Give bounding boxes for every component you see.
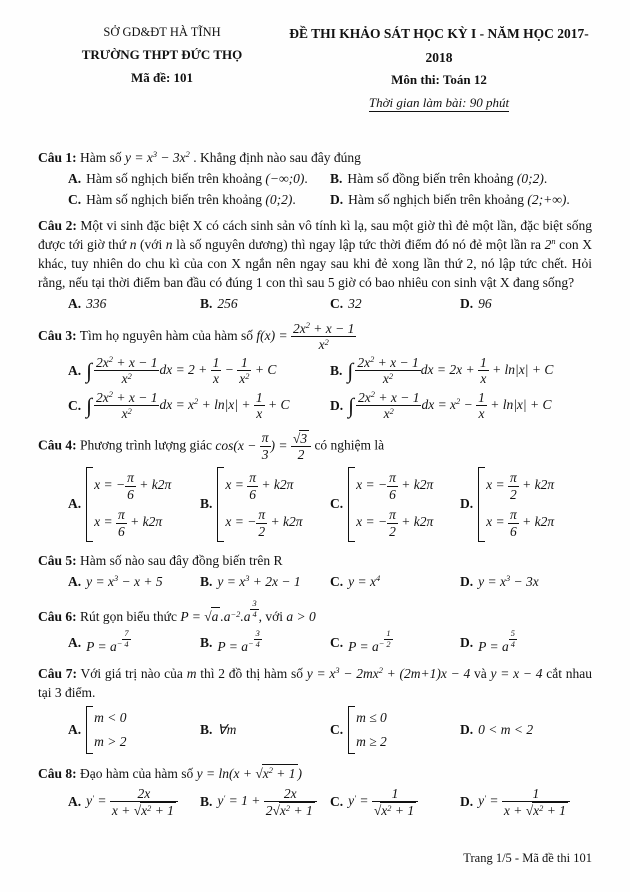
question-text: Với giá trị nào của m thì 2 đồ thị hàm số y = x3 − 2mx2 + (2m+1)x − 4 và y = x − 4 cắt nhau tại 3 điểm. <box>38 665 592 700</box>
header-exam-block <box>286 22 592 115</box>
question-3 <box>38 321 592 422</box>
option-c <box>68 390 330 422</box>
option-text: y = x4 <box>348 573 381 589</box>
option-text: Hàm số nghịch biến trên khoảng (0;2). <box>86 191 296 207</box>
option-text: P = a− $\frac{1}{2}$ <box>348 629 391 655</box>
option-text: x = − $\frac{\pi}{6}$ + k2π x = − $\frac{\pi}{2}$ + k2π <box>348 465 433 544</box>
question-text: Rút gọn biểu thức P = √a .a−2.a $\frac{3}{4}$ , với a > 0 <box>80 609 316 624</box>
option-a <box>68 295 200 313</box>
option-text: Hàm số đồng biến trên khoảng (0;2). <box>347 170 548 186</box>
option-d <box>330 191 592 209</box>
option-b <box>200 704 330 755</box>
option-label: B. <box>200 634 213 650</box>
option-text: x = − $\frac{\pi}{6}$ + k2π x = $\frac{\pi}{6}$ + k2π <box>86 465 171 544</box>
option-b <box>200 786 330 819</box>
option-c <box>330 786 460 819</box>
options <box>68 295 592 313</box>
option-label: D. <box>330 397 344 413</box>
option-text: x = $\frac{\pi}{6}$ + k2π x = − $\frac{\pi}{2}$ + k2π <box>217 465 302 544</box>
option-d <box>460 786 592 819</box>
question-label: Câu 1: <box>38 149 77 165</box>
option-c <box>330 629 460 656</box>
option-c <box>330 573 460 591</box>
option-label: A. <box>68 573 82 589</box>
exam-title: ĐỀ THI KHẢO SÁT HỌC KỲ I - NĂM HỌC 2017-2018 <box>289 26 589 65</box>
option-b <box>200 573 330 591</box>
option-d <box>330 390 592 422</box>
question-text: Hàm số nào sau đây đồng biến trên R <box>80 553 283 569</box>
option-c <box>330 295 460 313</box>
question-label: Câu 2: <box>38 218 77 234</box>
question-label: Câu 7: <box>38 665 78 681</box>
question-stem <box>38 217 592 293</box>
exam-header <box>38 22 592 115</box>
question-label: Câu 4: <box>38 437 77 453</box>
option-a <box>68 786 200 819</box>
question-stem <box>38 149 592 168</box>
option-text: 32 <box>348 295 362 311</box>
exam-duration: Thời gian làm bài: 90 phút <box>368 95 510 110</box>
option-text: m ≤ 0 m ≥ 2 <box>348 704 387 755</box>
question-stem <box>38 321 592 353</box>
exam-code: Mã đề: 101 <box>130 69 194 85</box>
page-footer: Trang 1/5 - Mã đề thi 101 <box>463 851 592 865</box>
option-text: y = x3 − x + 5 <box>86 573 163 589</box>
question-text: Hàm số y = x3 − 3x2 . Khẳng định nào sau đây đúng <box>80 149 361 165</box>
question-4 <box>38 430 592 544</box>
option-label: C. <box>330 634 344 650</box>
option-a <box>68 170 330 188</box>
option-a <box>68 465 200 544</box>
option-label: A. <box>68 634 82 650</box>
school-name: TRƯỜNG THPT ĐỨC THỌ <box>81 46 243 62</box>
option-text: y′ = $\frac{1}{√x2 + 1}$ <box>348 786 418 819</box>
options <box>68 704 592 755</box>
question-5 <box>38 552 592 591</box>
option-c <box>330 465 460 544</box>
options <box>68 355 592 422</box>
question-6 <box>38 599 592 657</box>
options <box>68 786 592 819</box>
option-text: 336 <box>86 295 107 311</box>
option-label: C. <box>68 191 82 207</box>
option-a <box>68 573 200 591</box>
option-label: A. <box>68 362 82 378</box>
option-label: C. <box>330 794 344 810</box>
option-label: D. <box>460 634 474 650</box>
option-d <box>460 573 592 591</box>
options <box>68 629 592 656</box>
option-b <box>330 355 592 387</box>
option-label: B. <box>200 722 213 738</box>
option-label: D. <box>330 191 344 207</box>
question-label: Câu 3: <box>38 327 77 343</box>
option-label: C. <box>330 496 344 512</box>
option-text: 96 <box>478 295 492 311</box>
option-text: x = $\frac{\pi}{2}$ + k2π x = $\frac{\pi}{6}$ + k2π <box>478 465 554 544</box>
question-list <box>38 149 592 819</box>
option-text: P = a $\frac{5}{4}$ <box>478 629 515 655</box>
option-text: y′ = $\frac{1}{x + √x2 + 1}$ <box>478 786 570 819</box>
option-label: B. <box>200 496 213 512</box>
option-label: D. <box>460 794 474 810</box>
question-text: Phương trình lượng giác cos(x − $\frac{\pi}{3}$ ) = $\frac{√3}{2}$ có nghiệm là <box>80 430 385 463</box>
option-d <box>460 704 592 755</box>
option-a <box>68 355 330 387</box>
question-label: Câu 8: <box>38 765 77 781</box>
option-text: 0 < m < 2 <box>478 722 534 738</box>
option-label: B. <box>200 295 213 311</box>
options <box>68 465 592 544</box>
option-text: y′ = $\frac{2x}{x + √x2 + 1}$ <box>86 786 178 819</box>
option-label: D. <box>460 496 474 512</box>
option-a <box>68 629 200 656</box>
option-label: D. <box>460 722 474 738</box>
option-label: A. <box>68 170 82 186</box>
option-label: C. <box>330 295 344 311</box>
question-7 <box>38 665 592 756</box>
option-c <box>68 191 330 209</box>
option-label: B. <box>330 362 343 378</box>
option-text: y = x3 − 3x <box>478 573 539 589</box>
option-b <box>200 295 330 313</box>
option-label: C. <box>330 722 344 738</box>
option-b <box>330 170 592 188</box>
question-label: Câu 5: <box>38 553 77 569</box>
option-d <box>460 295 592 313</box>
question-stem <box>38 764 592 784</box>
options <box>68 170 592 209</box>
option-label: D. <box>460 295 474 311</box>
option-a <box>68 704 200 755</box>
question-text: Tìm họ nguyên hàm của hàm số f(x) = $\frac{2x2 + x - 1}{x2}$ <box>79 320 355 353</box>
question-2 <box>38 217 592 313</box>
options <box>68 573 592 591</box>
department-name: SỞ GD&ĐT HÀ TĨNH <box>103 25 221 39</box>
option-label: B. <box>200 573 213 589</box>
question-text: Một vi sinh đặc biệt X có cách sinh sản vô tính kì lạ, sau một giờ thì đẻ một lần, đặc biệt sống được tới giờ thứ n (với n là số nguyên dương) thì ngay lập tức thời điểm đó nó đẻ một lần ra 2n con X khác, tuy nhiên do chu kì của con X ngắn nên ngay sau khi đẻ xong lần thứ 2, nó lập tức chết. Hỏi rằng, nếu tại thời điểm ban đầu có đúng 1 con thì sau 5 giờ có bao nhiêu con sinh vật X đang sống? <box>38 218 593 290</box>
option-text: P = a− $\frac{3}{4}$ <box>217 629 260 655</box>
option-label: A. <box>68 722 82 738</box>
question-stem <box>38 599 592 627</box>
option-label: B. <box>200 794 213 810</box>
header-school-block <box>38 22 286 115</box>
question-stem <box>38 552 592 571</box>
question-1 <box>38 149 592 209</box>
option-b <box>200 629 330 656</box>
question-label: Câu 6: <box>38 609 77 625</box>
option-text: 256 <box>217 295 238 311</box>
question-stem <box>38 665 592 703</box>
option-label: C. <box>330 573 344 589</box>
option-label: C. <box>68 397 82 413</box>
exam-subject: Môn thi: Toán 12 <box>391 72 487 88</box>
question-8 <box>38 764 592 819</box>
option-label: D. <box>460 573 474 589</box>
option-text: P = a− $\frac{7}{4}$ <box>86 629 129 655</box>
option-text: ∫ $\frac{2x2 + x - 1}{x2}$ dx = 2 + $\frac{1}{x}$ − $\frac{1}{x2}$ + C <box>86 354 277 387</box>
option-text: ∀m <box>217 722 237 738</box>
option-text: ∫ $\frac{2x2 + x - 1}{x2}$ dx = x2 − $\frac{1}{x}$ + ln|x| + C <box>348 389 552 422</box>
option-text: y = x3 + 2x − 1 <box>217 573 301 589</box>
option-d <box>460 465 592 544</box>
option-text: Hàm số nghịch biến trên khoảng (2;+∞). <box>348 191 570 207</box>
option-label: A. <box>68 295 82 311</box>
option-c <box>330 704 460 755</box>
question-stem <box>38 430 592 463</box>
option-label: A. <box>68 794 82 810</box>
option-d <box>460 629 592 656</box>
option-text: m < 0 m > 2 <box>86 704 126 755</box>
option-b <box>200 465 330 544</box>
option-text: ∫ $\frac{2x2 + x - 1}{x2}$ dx = 2x + $\frac{1}{x}$ + ln|x| + C <box>347 354 554 387</box>
option-text: y′ = 1 + $\frac{2x}{2√x2 + 1}$ <box>217 786 316 819</box>
option-text: Hàm số nghịch biến trên khoảng (−∞;0). <box>86 170 308 186</box>
question-text: Đạo hàm của hàm số y = ln(x + √x2 + 1 ) <box>80 766 302 781</box>
option-label: B. <box>330 170 343 186</box>
option-label: A. <box>68 496 82 512</box>
option-text: ∫ $\frac{2x2 + x - 1}{x2}$ dx = x2 + ln|x| + $\frac{1}{x}$ + C <box>86 389 290 422</box>
